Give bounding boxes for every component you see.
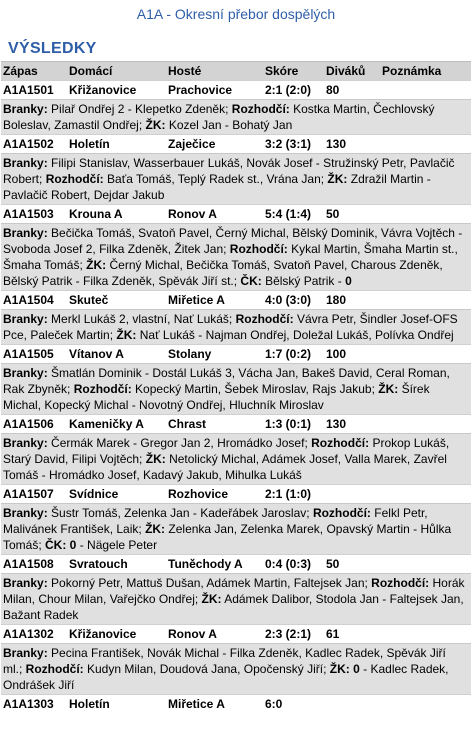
detail-text: Pecina František, Novák Michal - Filka Zdeněk, Kadlec Radek, Spěvák Jiří ml.; xyxy=(3,646,446,676)
match-score: 2:1 (2:0) xyxy=(265,83,312,97)
detail-text: Baťa Tomáš, Teplý Radek st., Vrána Jan; xyxy=(103,172,328,186)
match-code: A1A1502 xyxy=(3,137,54,151)
match-row xyxy=(1,414,471,433)
match-viewers: 130 xyxy=(326,417,347,431)
detail-label: ŽK: 0 xyxy=(329,662,360,676)
detail-label: Rozhodčí: xyxy=(229,242,288,256)
detail-text: Bělský Patrik - xyxy=(261,274,346,288)
match-score: 2:3 (2:1) xyxy=(265,627,312,641)
match-away-team: Rozhovice xyxy=(168,487,229,501)
detail-label: Rozhodčí: xyxy=(231,102,290,116)
detail-text: Horák Milan, Chour Milan, Vařejčko Ondřej; xyxy=(3,576,465,606)
match-code: A1A1302 xyxy=(3,627,54,641)
detail-text: Šustr Tomáš, Zelenka Jan - Kadeřábek Jaroslav; xyxy=(47,506,313,520)
match-home-team: Krouna A xyxy=(69,207,123,221)
detail-label: ŽK: xyxy=(86,258,107,272)
match-away-team: Ronov A xyxy=(168,207,217,221)
detail-text: Šmatlán Dominik - Dostál Lukáš 3, Vácha Jan, Bakeš David, Ceral Roman, Rak Zbyněk; xyxy=(3,366,450,396)
match-code: A1A1503 xyxy=(3,207,54,221)
detail-text: Filipi Stanislav, Wasserbauer Lukáš, Novák Josef - Stružinský Petr, Pavlačič Robert; xyxy=(3,156,455,186)
detail-text: Pokorný Petr, Mattuš Dušan, Adámek Martin, Faltejsek Jan; xyxy=(47,576,372,590)
detail-text: Čermák Marek - Gregor Jan 2, Hromádko Josef; xyxy=(47,436,312,450)
detail-label: ŽK: xyxy=(145,452,166,466)
match-note xyxy=(382,81,471,99)
detail-text: Kopecký Martin, Šebek Miroslav, Rajs Jakub; xyxy=(131,382,379,396)
match-score: 5:4 (1:4) xyxy=(265,207,312,221)
detail-text: Kostka Martin, Čechlovský Boleslav, Zamastil Ondřej; xyxy=(3,102,435,132)
match-code: A1A1303 xyxy=(3,697,54,711)
detail-label: ČK: 0 xyxy=(45,538,77,552)
match-viewers xyxy=(326,695,382,713)
detail-label: Branky: xyxy=(3,506,48,520)
match-away-team: Ronov A xyxy=(168,627,217,641)
match-away-team: Zaječice xyxy=(168,137,216,151)
detail-label: Rozhodčí: xyxy=(235,312,294,326)
match-away-team: Prachovice xyxy=(168,83,233,97)
match-viewers: 80 xyxy=(326,83,340,97)
match-detail xyxy=(1,223,471,290)
detail-label: Rozhodčí: xyxy=(311,436,370,450)
page-title: A1A - Okresní přebor dospělých xyxy=(136,6,336,22)
match-away-team: Chrast xyxy=(168,417,207,431)
column-header-viewers: Diváků xyxy=(326,64,366,78)
detail-text: - Nägele Peter xyxy=(76,538,158,552)
match-row xyxy=(1,290,471,309)
match-row xyxy=(1,344,471,363)
match-score: 1:3 (0:1) xyxy=(265,417,312,431)
results-table xyxy=(1,61,471,713)
match-score: 4:0 (3:0) xyxy=(265,293,312,307)
column-header-note: Poznámka xyxy=(382,64,442,78)
match-row xyxy=(1,624,471,643)
column-header-code: Zápas xyxy=(3,64,38,78)
match-home-team: Skuteč xyxy=(69,293,109,307)
detail-label: ŽK: xyxy=(145,118,166,132)
detail-text: - Kadlec Radek, Ondrášek Jiří xyxy=(3,662,449,692)
detail-text: Vávra Petr, Šindler Josef-OFS Pce, Paleček Martin; xyxy=(3,312,458,342)
detail-label: ČK: xyxy=(240,274,262,288)
detail-text: Kozel Jan - Bohatý Jan xyxy=(165,118,293,132)
match-viewers: 130 xyxy=(326,137,347,151)
detail-label: 0 xyxy=(345,274,352,288)
detail-label: Branky: xyxy=(3,366,48,380)
detail-label: ŽK: xyxy=(145,522,166,536)
detail-label: Branky: xyxy=(3,102,48,116)
detail-label: Branky: xyxy=(3,436,48,450)
detail-label: Rozhodčí: xyxy=(45,172,104,186)
column-header-score: Skóre xyxy=(265,64,299,78)
match-code: A1A1508 xyxy=(3,557,54,571)
match-home-team: Kameničky A xyxy=(69,417,144,431)
detail-text: Šírek Michal, Kopecký Michal - Novotný Ondřej, Hluchník Miroslav xyxy=(3,382,430,412)
detail-label: ŽK: xyxy=(116,328,137,342)
match-note xyxy=(382,485,471,503)
detail-label: ŽK: xyxy=(201,592,222,606)
detail-text: Merkl Lukáš 2, vlastní, Nať Lukáš; xyxy=(47,312,236,326)
match-detail xyxy=(1,153,471,204)
match-row xyxy=(1,134,471,153)
match-score: 3:2 (3:1) xyxy=(265,137,312,151)
detail-label: Rozhodčí: xyxy=(312,506,371,520)
match-note xyxy=(382,205,471,223)
detail-label: Rozhodčí: xyxy=(73,382,132,396)
match-score: 2:1 (1:0) xyxy=(265,487,312,501)
match-home-team: Holetín xyxy=(69,137,110,151)
detail-text: Nať Lukáš - Najman Ondřej, Doležal Lukáš, Polívka Ondřej xyxy=(136,328,454,342)
match-away-team: Stolany xyxy=(168,347,212,361)
detail-text: Netolický Michal, Adámek Josef, Valla Marek, Zavřel Tomáš - Hromádko Josef, Kadavý Jakub, Mihulka Lukáš xyxy=(3,452,447,482)
match-note xyxy=(382,345,471,363)
match-code: A1A1504 xyxy=(3,293,54,307)
detail-text: Černý Michal, Bečička Tomáš, Svatoň Pavel, Charous Zdeněk, Bělský Patrik - Filka Zdeněk, Spěvák Jiří st.; xyxy=(3,258,443,288)
match-home-team: Křižanovice xyxy=(69,627,137,641)
match-detail xyxy=(1,643,471,694)
detail-label: Rozhodčí: xyxy=(25,662,84,676)
detail-text: Zelenka Jan, Zelenka Marek, Opavský Martin - Hůlka Tomáš; xyxy=(3,522,452,552)
match-home-team: Svratouch xyxy=(69,557,128,571)
match-viewers: 61 xyxy=(326,627,340,641)
match-viewers: 50 xyxy=(326,557,340,571)
detail-label: ŽK: xyxy=(378,382,399,396)
match-note xyxy=(382,135,471,153)
column-header-away: Hosté xyxy=(168,64,202,78)
table-header xyxy=(1,61,471,80)
detail-label: Branky: xyxy=(3,312,48,326)
detail-text: Adámek Dalibor, Stodola Jan - Faltejsek Jan, Bažant Radek xyxy=(3,592,464,622)
match-row xyxy=(1,80,471,99)
detail-text: Prokop Lukáš, Starý David, Filipi Vojtěch; xyxy=(3,436,450,466)
match-code: A1A1506 xyxy=(3,417,54,431)
detail-text: Bečička Tomáš, Svatoň Pavel, Černý Michal, Bělský Dominik, Vávra Vojtěch - Svoboda Josef 2, Filka Zdeněk, Žitek Jan; xyxy=(3,226,463,256)
detail-text: Kykal Martin, Šmaha Martin st., Šmaha Tomáš; xyxy=(3,242,458,272)
match-score: 1:7 (0:2) xyxy=(265,347,312,361)
match-away-team: Tuněchody A xyxy=(168,557,243,571)
match-note xyxy=(382,415,471,433)
match-note xyxy=(382,555,471,573)
match-note xyxy=(382,625,471,643)
match-viewers: 180 xyxy=(326,293,347,307)
match-detail xyxy=(1,433,471,484)
match-score: 0:4 (0:3) xyxy=(265,557,312,571)
match-code: A1A1507 xyxy=(3,487,54,501)
match-home-team: Holetín xyxy=(69,697,110,711)
match-away-team: Miřetice A xyxy=(168,697,225,711)
match-row xyxy=(1,694,471,713)
match-row xyxy=(1,484,471,503)
section-title: VÝSLEDKY xyxy=(8,40,97,57)
detail-label: ŽK: xyxy=(327,172,348,186)
match-viewers xyxy=(326,485,382,503)
detail-text: Kudyn Milan, Doudová Jana, Opočenský Jiří; xyxy=(83,662,330,676)
match-list xyxy=(1,80,471,713)
match-home-team: Křižanovice xyxy=(69,83,137,97)
detail-text: Zdražil Martin - Pavlačič Robert, Dejdar Jakub xyxy=(3,172,431,202)
column-header-home: Domácí xyxy=(69,64,113,78)
match-detail xyxy=(1,99,471,134)
match-viewers: 100 xyxy=(326,347,347,361)
match-code: A1A1505 xyxy=(3,347,54,361)
match-detail xyxy=(1,363,471,414)
match-score: 6:0 xyxy=(265,697,283,711)
match-note xyxy=(382,291,471,309)
match-detail xyxy=(1,573,471,624)
match-code: A1A1501 xyxy=(3,83,54,97)
match-home-team: Svídnice xyxy=(69,487,119,501)
match-home-team: Vítanov A xyxy=(69,347,124,361)
match-detail xyxy=(1,309,471,344)
detail-label: Branky: xyxy=(3,226,48,240)
detail-text: Felkl Petr, Malivánek František, Laik; xyxy=(3,506,428,536)
match-away-team: Miřetice A xyxy=(168,293,225,307)
match-row xyxy=(1,204,471,223)
detail-label: Branky: xyxy=(3,646,48,660)
detail-label: Rozhodčí: xyxy=(371,576,430,590)
match-row xyxy=(1,554,471,573)
match-note xyxy=(382,695,471,713)
detail-text: Pilař Ondřej 2 - Klepetko Zdeněk; xyxy=(47,102,232,116)
detail-label: Branky: xyxy=(3,576,48,590)
match-detail xyxy=(1,503,471,554)
detail-label: Branky: xyxy=(3,156,48,170)
match-viewers: 50 xyxy=(326,207,340,221)
